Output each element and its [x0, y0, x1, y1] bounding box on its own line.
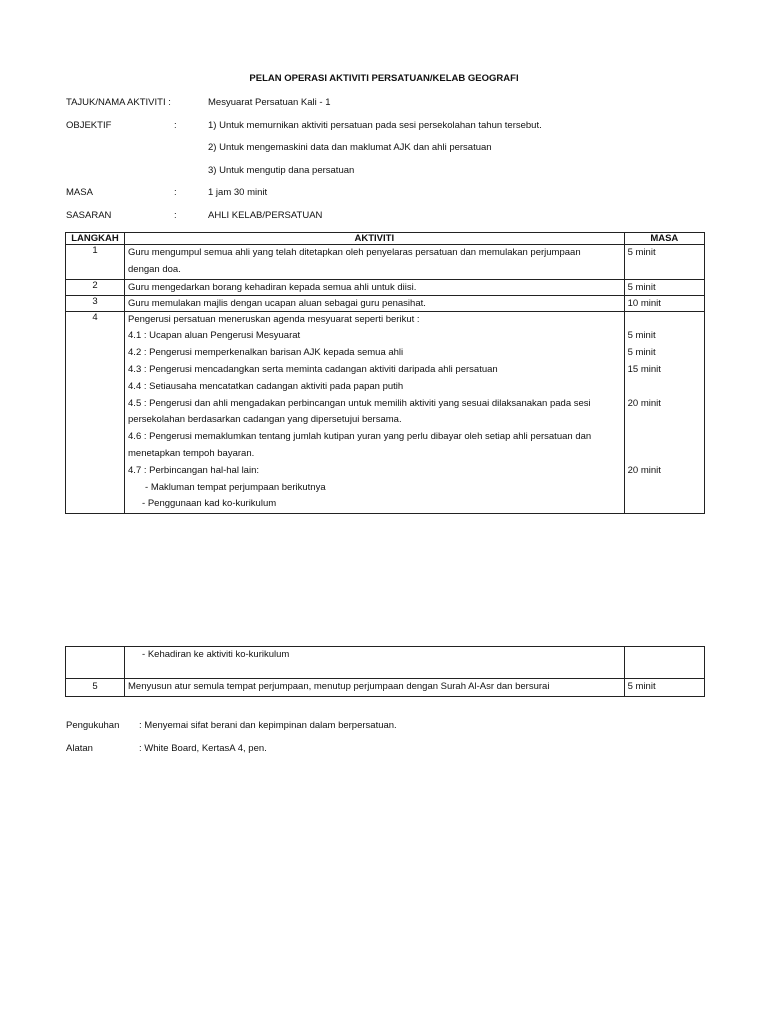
time-value	[628, 412, 701, 429]
activity-line: Pengerusi persatuan meneruskan agenda mesyuarat seperti berikut :	[128, 313, 420, 325]
time-cell	[624, 679, 704, 697]
meta-row-tajuk	[66, 97, 706, 111]
meta-value: AHLI KELAB/PERSATUAN	[208, 210, 323, 221]
meta-value: Mesyuarat Persatuan Kali - 1	[208, 97, 331, 108]
time-cell	[624, 647, 704, 679]
activity-line: 4.1 : Ucapan aluan Pengerusi Mesyuarat	[128, 330, 301, 342]
footer-row-pengukuhan	[66, 720, 706, 734]
time-value	[628, 496, 701, 513]
header-aktiviti: AKTIVITI	[125, 233, 625, 245]
activity-subitem: - Kehadiran ke aktiviti ko-kurikulum	[142, 649, 290, 660]
meta-label: OBJEKTIF	[66, 120, 112, 131]
time-value: 20 minit	[627, 397, 661, 409]
step-number-text: 5	[92, 681, 98, 692]
activity-line: persekolahan berdasarkan cadangan yang dipersetujui bersama.	[128, 414, 402, 426]
time-cell	[624, 295, 704, 311]
activity-line: 4.5 : Pengerusi dan ahli mengadakan perbincangan untuk memilih aktiviti yang sesuai dilaksanakan pada sesi	[128, 397, 591, 409]
step-number: 3	[66, 295, 125, 311]
time-value	[628, 312, 701, 329]
activity-line: menetapkan tempoh bayaran.	[128, 447, 255, 459]
table-row	[66, 311, 705, 514]
step-number	[66, 679, 125, 697]
step-number: 1	[66, 245, 125, 280]
activity-line: 4.3 : Pengerusi mencadangkan serta meminta cadangan aktiviti daripada ahli persatuan	[128, 363, 498, 375]
time-cell	[624, 279, 704, 295]
document-title: PELAN OPERASI AKTIVITI PERSATUAN/KELAB GEOGRAFI	[249, 73, 519, 84]
header-masa: MASA	[624, 233, 704, 245]
time-value: 20 minit	[627, 464, 661, 476]
activity-cell	[125, 679, 625, 697]
footer-label: Alatan	[66, 743, 93, 754]
activity-line: Menyusun atur semula tempat perjumpaan, menutup perjumpaan dengan Surah Al-Asr dan bersurai	[128, 681, 550, 692]
activity-cell	[125, 279, 625, 295]
activity-line: 4.6 : Pengerusi memaklumkan tentang jumlah kutipan yuran yang perlu dibayar oleh setiap ahli persatuan dan	[128, 431, 592, 443]
activity-line: 4.4 : Setiausaha mencatatkan cadangan aktiviti pada papan putih	[128, 380, 404, 392]
time-value: 5 minit	[627, 247, 656, 258]
meta-row-objektif-2	[66, 142, 706, 156]
activity-line: 4.7 : Perbincangan hal-hal lain:	[128, 464, 259, 476]
activity-line: 4.2 : Pengerusi memperkenalkan barisan AJK kepada semua ahli	[128, 347, 404, 359]
time-value: 5 minit	[627, 347, 656, 359]
activity-line: Guru mengedarkan borang kehadiran kepada semua ahli untuk diisi.	[128, 281, 417, 293]
step-number: 4	[66, 311, 125, 514]
step-number: 2	[66, 279, 125, 295]
activity-line: Guru mengumpul semua ahli yang telah ditetapkan oleh penyelaras persatuan dan memulakan perjumpaan	[128, 247, 581, 258]
time-cell	[624, 245, 704, 280]
table-header-row	[66, 233, 705, 245]
meta-row-objektif-3	[66, 165, 706, 179]
footer-value: : Menyemai sifat berani dan kepimpinan dalam berpersatuan.	[139, 720, 397, 731]
activity-line: dengan doa.	[128, 263, 181, 275]
time-value	[628, 379, 701, 396]
activity-cell	[125, 245, 625, 280]
activity-subitem: - Penggunaan kad ko-kurikulum	[142, 498, 277, 510]
meta-label: SASARAN	[66, 210, 112, 221]
meta-value: 2) Untuk mengemaskini data dan maklumat AJK dan ahli persatuan	[208, 142, 492, 153]
meta-value: 1) Untuk memurnikan aktiviti persatuan pada sesi persekolahan tahun tersebut.	[208, 120, 542, 131]
meta-colon: :	[174, 120, 177, 131]
footer-row-alatan	[66, 743, 706, 757]
time-cell	[624, 311, 704, 514]
activity-cell	[125, 311, 625, 514]
footer-value: : White Board, KertasA 4, pen.	[139, 743, 267, 754]
time-value: 10 minit	[627, 297, 661, 309]
meta-colon: :	[174, 210, 177, 221]
meta-row-masa	[66, 187, 706, 201]
table-row	[66, 245, 705, 280]
meta-row-sasaran	[66, 210, 706, 224]
step-number	[66, 647, 125, 679]
meta-value: 1 jam 30 minit	[208, 187, 268, 198]
time-value	[628, 429, 701, 446]
time-value: 5 minit	[627, 330, 656, 342]
meta-colon: :	[174, 187, 177, 198]
meta-label: TAJUK/NAMA AKTIVITI :	[66, 97, 171, 108]
time-value: 5 minit	[627, 681, 656, 692]
time-value	[628, 446, 701, 463]
table-row	[66, 295, 705, 311]
activity-table-continued	[65, 646, 705, 697]
header-langkah: LANGKAH	[66, 233, 125, 245]
meta-label: MASA	[66, 187, 93, 198]
table-row	[66, 679, 705, 697]
activity-subitem: - Makluman tempat perjumpaan berikutnya	[145, 481, 326, 493]
meta-row-objektif	[66, 120, 706, 134]
table-row	[66, 279, 705, 295]
activity-cell	[125, 295, 625, 311]
time-value: 15 minit	[627, 363, 661, 375]
time-value	[628, 480, 701, 497]
meta-value: 3) Untuk mengutip dana persatuan	[208, 165, 355, 176]
table-row	[66, 647, 705, 679]
time-value: 5 minit	[627, 281, 656, 293]
activity-cell	[125, 647, 625, 679]
activity-line: Guru memulakan majlis dengan ucapan aluan sebagai guru penasihat.	[128, 297, 426, 309]
activity-table	[65, 232, 705, 514]
footer-label: Pengukuhan	[66, 720, 120, 731]
